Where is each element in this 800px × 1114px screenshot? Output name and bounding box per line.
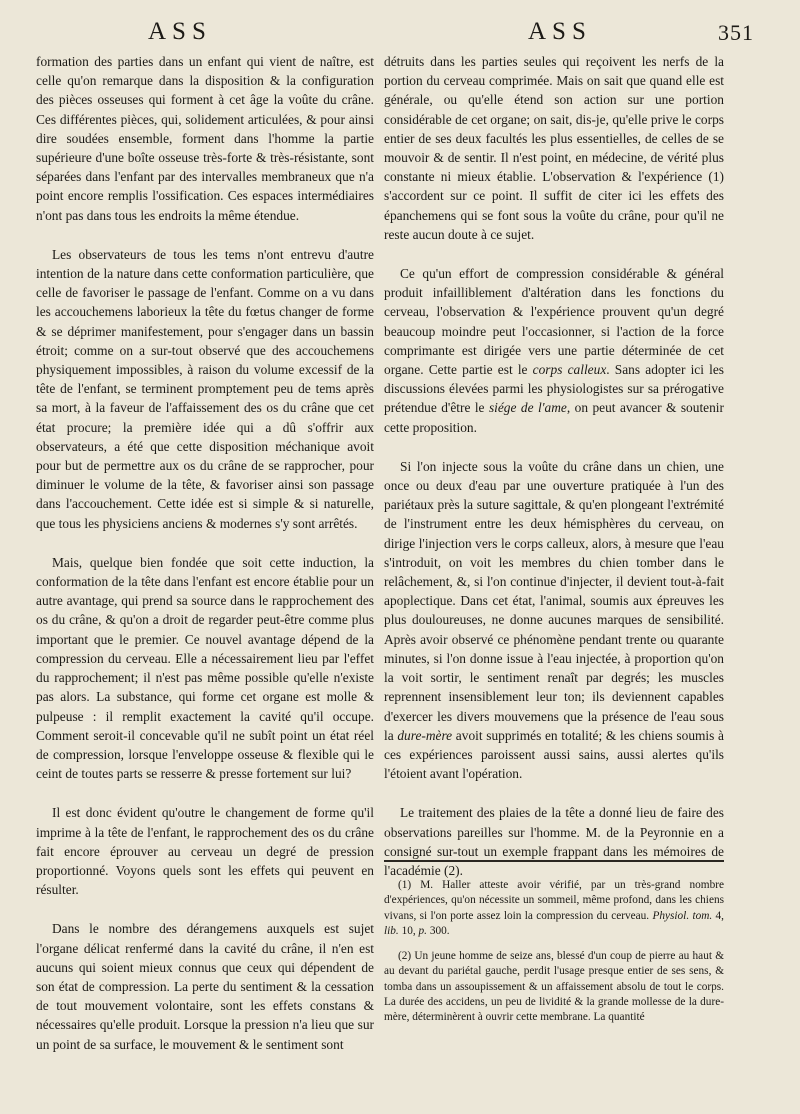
footnote-rule xyxy=(384,860,724,862)
right-paragraph-3-text-b: avoit supprimés en totalité; & les chiens soumis à ces expériences paroissent aussi sains, aussi alertes qu'ils l'étoient avant l'opération. xyxy=(384,727,724,782)
left-paragraph-5: Dans le nombre des dérangemens auxquels est sujet l'organe délicat renfermé dans la cavité du crâne, il n'en est aucuns qui soient mieux connus que ceux qui dépendent de son état de compression. La perte du sentiment & la cessation de tout mouvement volontaire, sont les effets constans & nécessaires qu'elle produit. Lorsque la pression n'a lieu que sur un point de sa surface, le mouvement & le sentiment sont xyxy=(36,921,374,1052)
right-paragraph-3 xyxy=(384,457,724,783)
right-paragraph-2-text-c: , on peut avancer & soutenir cette proposition. xyxy=(384,400,724,435)
footnote-1-text-b: 4, xyxy=(712,909,724,922)
term-corps-calleux: corps calleux xyxy=(532,362,607,378)
footnote-2: (2) Un jeune homme de seize ans, blessé d'un coup de pierre au haut & au devant du pariétal gauche, perdit l'usage presque entier de ses sens, & tomba dans un assoupissement & un affaissement absolu de tout le corps. La durée des accidens, un peu de lividité & la grande mollesse de la dure-mère, déterminèrent à ouvrir cette membrane. La quantité xyxy=(384,950,724,1024)
right-column xyxy=(384,52,724,880)
right-paragraph-2-text-a: Ce qu'un effort de compression considérable & général produit infailliblement d'altération dans les fonctions du cerveau, l'observation & l'expérience prouvent qu'un degré beaucoup moindre peut l'occasionner, si l'action de la force comprimante est dirigée vers une partie déterminée de cet organe. Cette partie est le xyxy=(384,266,724,378)
term-siege-de-l-ame: siége de l'ame xyxy=(488,400,567,416)
right-paragraph-2 xyxy=(384,264,724,437)
right-paragraph-2-text-b: . Sans adopter ici les discussions élevées parmi les physiologistes sur sa prérogative prétendue d'être le xyxy=(384,362,724,416)
right-paragraph-3-text-a: Si l'on injecte sous la voûte du crâne dans un chien, une once ou deux d'eau par une ouverture pratiquée à l'un des pariétaux près la suture sagittale, & qu'en plongeant l'extrémité de l'instrument entre les deux hémisphères du cerveau, on dirige l'injection vers le corps calleux, alors, à mesure que l'eau s'introduit, on voit les membres du chien tomber dans le relâchement, &, si l'on continue d'injecter, il devient tout-à-fait apoplectique. Dans cet état, l'animal, soumis aux épreuves les plus douloureuses, ne donne aucunes marques de sensibilité. Après avoir observé ce phénomène pendant trente ou quarante minutes, si l'on donne issue à l'eau injectée, à proportion qu'on la voit sortir, le sentiment renaît par degrés; les muscles reprennent insensiblement leur ton; ils deviennent capables d'exercer les divers mouvemens que la présence de l'eau sous la xyxy=(384,458,724,743)
left-paragraph-2: Les observateurs de tous les tems n'ont entrevu d'autre intention de la nature dans cette conformation particulière, que celle de favoriser le passage de l'enfant. Comme on a vu dans les accouchemens laborieux la tête du fœtus changer de forme & se déprimer manifestement, pour s'engager dans un bassin étroit; comme on a sur-tout observé que des accouchemens physiquement impossibles, à raison du volume excessif de la tête de l'enfant, se terminent promptement peu de tems après sa mort, à la faveur de l'affaissement des os du crâne que cet état procure; la première idée qui a dû s'offrir aux observateurs, a été que cette disposition méchanique avoit pour but de permettre aux os du crâne de se rapprocher, pour diminuer le volume de la tête, & favoriser ainsi son passage dans l'accouchement. Cette idée est si simple & si naturelle, que tous les physiciens anciens & modernes s'y sont arrêtés. xyxy=(36,246,374,531)
running-head-right: ASS xyxy=(528,18,592,45)
page-number: 351 xyxy=(718,20,754,45)
right-paragraph-1: détruits dans les parties seules qui reçoivent les nerfs de la portion du cerveau comprimée. Mais on sait que quand elle est générale, ou qu'elle étend son action sur une portion considérable de cet organe; on sait, dis-je, qu'elle prive le corps entier de ses deux facultés les plus essentielles, de celles de se mouvoir & de sentir. Il n'est point, en médecine, de vérité plus constante ni mieux établie. L'observation & l'expérience (1) s'accordent sur ce point. Il suffit de citer ici les effets des épanchemens qui se font sous la voûte du crâne, pour qu'il ne reste aucun doute à ce sujet. xyxy=(384,54,724,242)
left-paragraph-3: Mais, quelque bien fondée que soit cette induction, la conformation de la tête dans l'enfant est encore établie pour un autre avantage, qui prend sa source dans le rapprochement des os du crâne, & qu'on a droit de regarder peut-être comme plus important que le premier. Ce nouvel avantage dépend de la compression du cerveau. Elle a nécessairement lieu par l'effet du rapprochement; il n'est pas même possible qu'elle n'existe pas alors. La substance, qui forme cet organe est molle & pulpeuse : il remplit exactement la cavité qu'il occupe. Comment seroit-il concevable qu'il ne subît point un état réel de compression, lorsque l'enveloppe osseuse & flexible qui le ceint de toutes parts se resserre & presse fortement sur lui? xyxy=(36,554,374,782)
footnote-1-p: p. xyxy=(418,924,428,937)
right-paragraph-4: Le traitement des plaies de la tête a donné lieu de faire des observations pareilles sur l'homme. M. de la Peyronnie en a consigné sur-tout un exemple frappant dans les mémoires de l'académie (2). xyxy=(384,805,724,878)
footnote-1-citation: Physiol. tom. xyxy=(652,909,713,922)
footnote-1-text-d: 300. xyxy=(427,924,450,937)
left-paragraph-4: Il est donc évident qu'outre le changement de forme qu'il imprime à la tête de l'enfant, le rapprochement des os du crâne fait encore éprouver au cerveau un degré de pression proportionné. Voyons quels sont les effets qui peuvent en résulter. xyxy=(36,805,374,898)
running-head-left: ASS xyxy=(148,18,212,45)
footnote-1-lib: lib. xyxy=(384,924,399,937)
running-head xyxy=(0,14,800,50)
footnote-1 xyxy=(384,878,724,939)
footnote-1-text-c: 10, xyxy=(398,924,419,937)
left-column xyxy=(36,52,374,1054)
footnotes xyxy=(384,878,724,1026)
left-paragraph-1: formation des parties dans un enfant qui vient de naître, est celle qu'on remarque dans la disposition & la configuration des pièces osseuses qui forment à cet âge la voûte du crâne. Ces différentes pièces, qui, solidement articulées, & pour ainsi dire soudées ensemble, forment dans l'homme la partie supérieure d'une boîte osseuse très-forte & très-résistante, sont séparées dans l'enfant par des intervalles membraneux que n'a point encore remplis l'ossification. Ces espaces intermédiaires n'ont pas dans tous les endroits la même étendue. xyxy=(36,54,374,223)
term-dure-mere: dure-mère xyxy=(397,727,453,743)
footnote-1-text-a: (1) M. Haller atteste avoir vérifié, par un très-grand nombre d'expériences, qu'on nécessite un sommeil, même profond, dans les chiens vivans, si l'on porte assez loin la compression du cerveau. xyxy=(384,879,724,922)
